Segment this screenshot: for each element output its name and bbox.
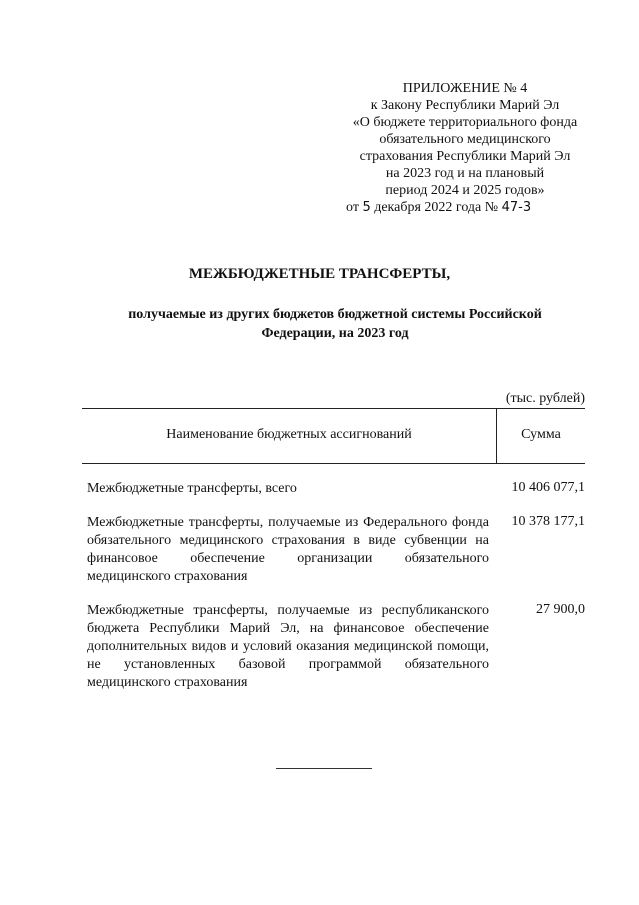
appendix-header	[340, 80, 590, 216]
table-row-sum: 27 900,0	[536, 602, 585, 617]
column-header-name: Наименование бюджетных ассигнований	[166, 427, 412, 442]
table-row-sum: 10 378 177,1	[511, 514, 585, 529]
units-label: (тыс. рублей)	[505, 391, 585, 406]
table-header-bottom-rule	[82, 463, 585, 464]
column-header-sum: Сумма	[521, 427, 561, 442]
law-date-line	[340, 199, 590, 216]
date-rest: декабря 2022 года №	[374, 200, 499, 215]
date-prefix: от	[346, 200, 359, 215]
appendix-line: период 2024 и 2025 годов»	[385, 183, 545, 198]
table-row-name: Межбюджетные трансферты, получаемые из республиканского бюджета Республики Марий Эл, на финансовое обеспечение дополнительных видов и условий оказания медицинской помощи, не установленных базовой программой обязательного медицинского страхования	[87, 603, 489, 690]
end-separator-line	[276, 768, 372, 769]
appendix-line: на 2023 год и на плановый	[385, 166, 545, 181]
appendix-line: «О бюджете территориального фонда	[352, 115, 578, 130]
document-subtitle: получаемые из других бюджетов бюджетной системы Российской Федерации, на 2023 год	[128, 307, 542, 341]
appendix-line: к Закону Республики Марий Эл	[370, 98, 560, 113]
appendix-line: ПРИЛОЖЕНИЕ № 4	[402, 81, 528, 96]
appendix-line: обязательного медицинского	[379, 132, 551, 147]
appendix-line: страхования Республики Марий Эл	[359, 149, 571, 164]
table-row-name: Межбюджетные трансферты, получаемые из Федерального фонда обязательного медицинского страхования в виде субвенции на финансовое обеспечение организации обязательного медицинского страхования	[87, 515, 489, 584]
law-number: 47-3	[501, 200, 532, 215]
document-title: МЕЖБЮДЖЕТНЫЕ ТРАНСФЕРТЫ,	[188, 266, 451, 282]
date-day: 5	[362, 200, 371, 215]
table-row-sum: 10 406 077,1	[511, 480, 585, 495]
table-row-name: Межбюджетные трансферты, всего	[87, 481, 297, 496]
table-top-rule	[82, 408, 585, 409]
